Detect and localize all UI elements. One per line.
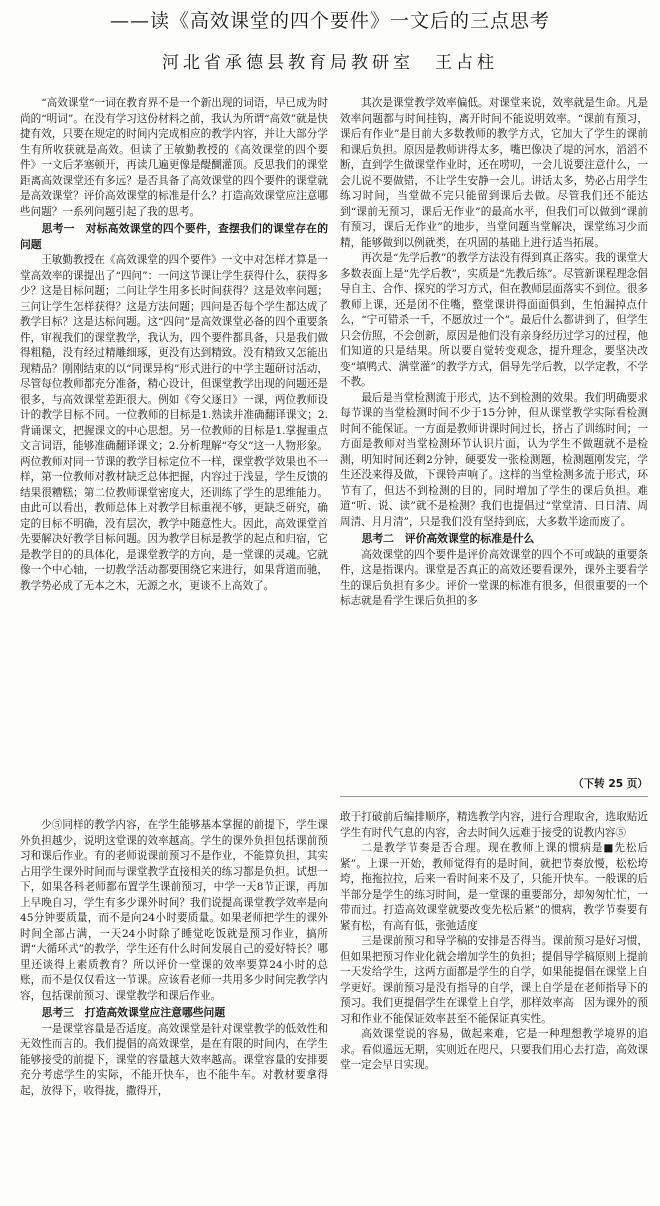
paragraph: 一是课堂容量是否适度。高效课堂是针对课堂教学的低效性和无效性而言的。我们提倡的高效课堂，是在有限的时间内，在学生能够接受的前提下，课堂的容量越大效率越高。课堂容量的安排要充分考虑学生的实际，不能开快车，也不能牛车。对教材要拿得起，放得下，收得拢，撒得开， [20,1022,328,1097]
column-top-left [20,96,328,816]
paragraph: “高效课堂”一词在教育界不是一个新出现的词语，早已成为时尚的“明词”。在没有学习这份材料之前，我认为所谓“高效”就是快捷有效，只要在规定的时间内完成相应的教学内容，并让大部分学生有所收获就是高效。但读了王敏勤教授的《高效课堂的四个要件》一文后茅塞顿开，再读几遍更像是醍醐灌顶。反思我们的课堂距离高效课堂还有多远？是否具备了高效课堂的四个要件的课堂就是高效课堂？评价高效课堂的标准是什么？打造高效课堂应注意哪些问题？一系列问题引起了我的思考。 [20,97,328,218]
continue-note: （下转 25 页） [572,778,648,790]
section-heading: 思考三 打造高效课堂应注意哪些问题 [41,1006,226,1019]
paragraph: 高效课堂说的容易，做起来难，它是一种理想教学境界的追求。看似遥远无期，实则近在咫尺，只要我们用心去打造，高效课堂一定会早日实现。 [340,1028,648,1071]
paragraph: 其次是课堂教学效率偏低。对课堂来说，效率就是生命。凡是效率问题都与时间挂钩，离开时间不能说明效率。“课前有预习，课后有作业”是目前大多数教师的教学方式，它加大了学生的课前和课后负担。原因是教师讲得太多，嘴巴像决了堤的河水，滔滔不断，直到学生做课堂作业时，还在唠叨，一会儿说要注意什么，一会儿说不要做错，不让学生安静一会儿。讲话太多，势必占用学生练习时间，当堂做不完只能留到课后去做。尽管我们还不能达到“课前无预习，课后无作业”的最高水平，但我们可以做到“课前有预习，课后无作业”的地步，当堂问题当堂解决，课堂练习少而精，能够做到以例就类，在巩固的基础上进行适当拓展。 [340,97,648,249]
section-divider [340,796,648,797]
paragraph: 少⑤同样的教学内容，在学生能够基本掌握的前提下，学生课外负担越少，说明这堂课的效率越高。学生的课外负担包括课前预习和课后作业。有的老师说课前预习不是作业，不能算负担，其实占用学生课外时间而与课堂教学直接相关的练习都是负担。试想一下，如果各科老师都布置学生课前预习，中学一天8节正课，再加上早晚自习，学生有多少课外时间？我们说提高课堂教学效率是向45分钟要质量，而不是向24小时要质量。如果老师把学生的课外时间全部占满，一天24小时除了睡觉吃饭就是预习作业，搞所谓“大循环式”的教学，学生还有什么时间发展自己的爱好特长？哪里还谈得上素质教育？所以评价一堂课的效率要算24小时的总账，而不是仅仅看这一节课。应该看老师一共用多少时间完教学内容，包括课前预习、课堂教学和课后作业。 [20,819,328,1002]
section-heading: 思考二 评价高效课堂的标准是什么 [361,532,535,545]
column-bottom-left [20,818,328,1204]
article-author: 河北省承德县教育局教研室 王占柱 [162,53,498,73]
paragraph: 王敏勤教授在《高效课堂的四个要件》一文中对怎样才算是一堂高效率的课提出了“四问”：一问这节课让学生获得什么，获得多少？这是目标问题；二问让学生用多长时间获得？这是效率问题；三问让学生怎样获得？这是方法问题；四问是否每个学生都达成了教学目标？这是达标问题。这“四问”是高效课堂必备的四个重要条件，审视我们的课堂教学，我认为，四个要件都具备，只是我们做得粗糙，没有经过精雕细琢，更没有达到精致。没有精致又怎能出现精品？刚刚结束的以“同课异构”形式进行的中学主题研讨活动，尽管每位教师都充分准备，精心设计，但课堂教学出现的问题还是很多，与高效课堂差距很大。例如《夸父逐日》一课，两位教师设计的教学目标不同。一位教师的目标是1.熟读并准确翻译课文；2.背诵课文，把握课文的中心思想。另一位教师的目标是1.掌握重点文言词语，能够准确翻译课文；2.分析理解“夸父”这一人物形象。两位教师对同一节课的教学目标定位不一样，课堂教学效果也不一样，第一位教师对教材缺乏总体把握，内容过于浅显，学生反馈的结果很糟糕；第二位教师课堂密度大，还训练了学生的思维能力。由此可以看出，教师总体上对教学目标重视不够，更缺乏研究，确定的目标不明确，没有层次，教学中随意性大。因此，高效课堂首先要解决好教学目标问题。因为教学目标是教学的起点和归宿，它是教学目的的具体化，是课堂教学的方向，是一堂课的灵魂。它就像一个中心轴，一切教学活动都要围绕它来进行，如果背道而驰，教学势必成了无本之木，无源之水，更谈不上高效了。 [20,254,328,592]
paragraph: 二是教学节奏是否合理。现在教师上课的惯病是■先松后紧”。上课一开始，教师觉得有的是时间，就把节奏放慢，松松垮垮，拖拖拉拉，后来一看时间来不及了，只能开快车。一般课的后半部分是学生的练习时间，是一堂课的重要部分，却匆匆忙忙，一带而过。打造高效课堂就要改变先松后紧”的惯病，教学节奏要有紧有松，有高有低，张弛适度 [340,842,648,932]
column-top-right [340,96,648,786]
column-bottom-right [340,810,648,1204]
paragraph: 敢于打破前后编排顺序，精选教学内容，进行合理取舍，选取贴近学生有时代气息的内容，舍去时间久远难于接受的说教内容⑤ [340,811,648,839]
article-title: ——读《高效课堂的四个要件》一文后的三点思考 [109,10,550,32]
paragraph: 再次是“先学后教”的教学方法没有得到真正落实。我的课堂大多数表面上是“先学后教”，实质是“先教后练”。尽管新课程理念倡导自主、合作、探究的学习方式，但在教师层面落实不到位。很多教师上课，还是闭不住嘴，整堂课讲得面面俱到，生怕漏掉点什么，“宁可错杀一千，不愿放过一个”。最后什么都讲到了，但学生只会仿照，不会创新，原因是他们没有亲身经历过学习的过程，他们知道的只是结果。所以要自觉转变观念，提升理念，要坚决改变“填鸭式、满堂灌”的教学方式，倡导先学后教，以学定教，不学不教。 [340,252,648,388]
section-heading: 思考一 对标高效课堂的四个要件，查摆我们的课堂存在的问题 [20,222,328,251]
paragraph: 最后是当堂检测流于形式，达不到检测的效果。我们明确要求每节课的当堂检测时间不少于15分钟，但从课堂教学实际看检测时间不能保证。一方面是教师讲课时间过长，挤占了训练时间；一方面是教师对当堂检测环节认识片面，认为学生不做题就不是检测，明知时间还剩2分钟，硬要发一张检测题，检测题刚发完，学生还没来得及做，下课铃声响了。这样的当堂检测多流于形式，环节有了，但达不到检测的目的，同时增加了学生的课后负担。难道“听、说、读”就不是检测？我们也提倡过“堂堂清、日日清、周周清、月月清”，只是我们没有坚持到底，大多数半途而废了。 [340,391,648,528]
paragraph: 高效课堂的四个要件是评价高效课堂的四个不可或缺的重要条件，这是指课内。课堂是否真正的高效还要看课外，课外主要看学生的课后负担有多少。评价一堂课的标准有很多，但很重要的一个标志就是看学生课后负担的多 [340,548,648,607]
paragraph: 三是课前预习和导学稿的安排是否得当。课前预习是好习惯，但如果把预习作业化就会增加学生的负担；提倡导学稿原则上提前一天发给学生，这两方面都是学生的自学，如果能提倡在课堂上自学更好。课前预习是没有指导的自学，课上自学是在老师指导下的预习。我们更提倡学生在课堂上自学，那样效率高 因为课外的预习和作业不能保证效率甚至不能保证真实性。 [340,935,648,1025]
